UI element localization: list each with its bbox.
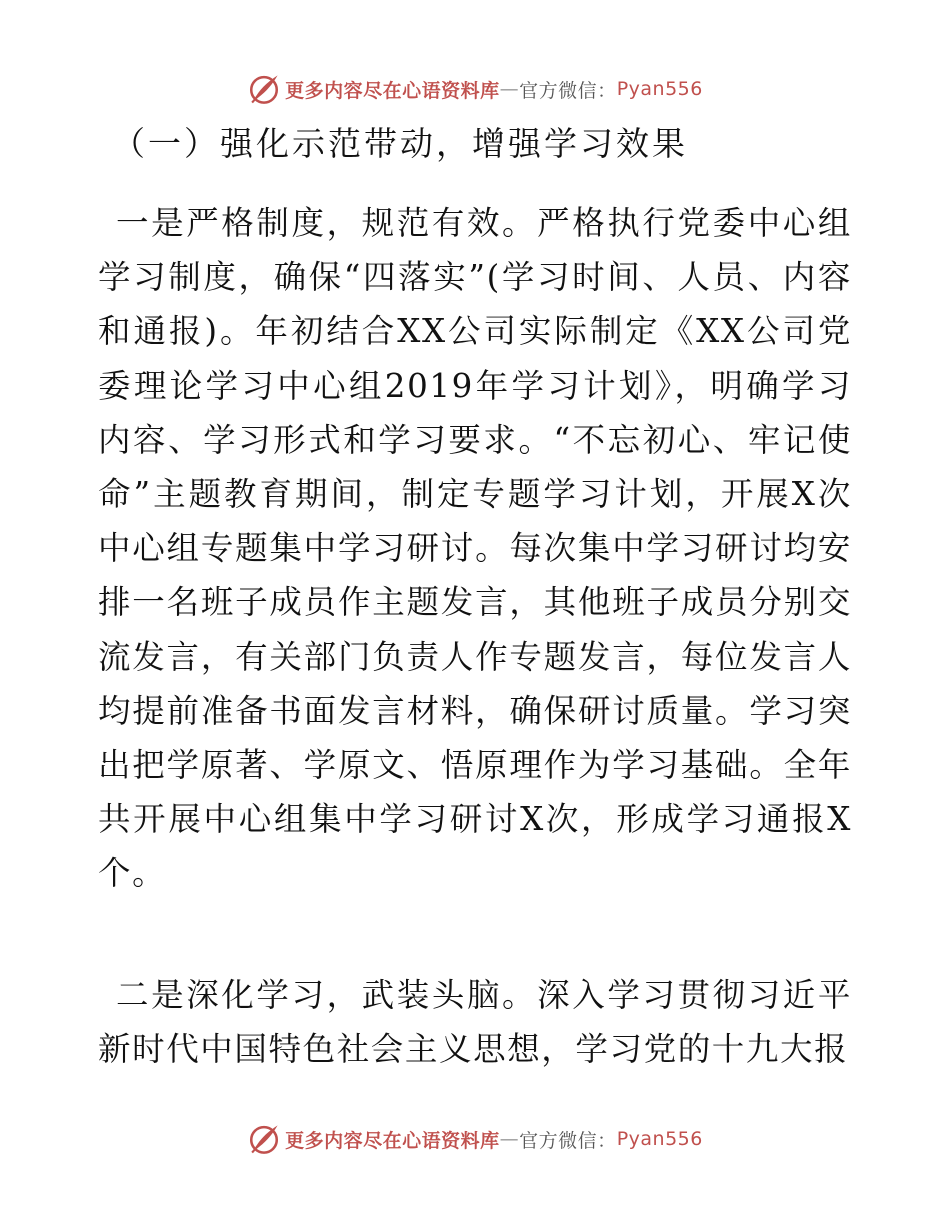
- watermark-separator: —: [499, 78, 520, 100]
- watermark-brand: 更多内容尽在心语资料库: [285, 79, 500, 102]
- watermark-separator: —: [499, 1128, 520, 1150]
- body-paragraph-2: 二是深化学习，武装头脑。深入学习贯彻习近平新时代中国特色社会主义思想，学习党的十九大报: [98, 976, 852, 1069]
- section-heading: （一）强化示范带动，增强学习效果: [112, 124, 688, 163]
- watermark-official: 官方微信：: [519, 79, 617, 102]
- watermark-brand: 更多内容尽在心语资料库: [285, 1129, 500, 1152]
- watermark-account: Pyan556: [616, 78, 703, 100]
- watermark-footer: [0, 1122, 950, 1156]
- watermark-official: 官方微信：: [519, 1129, 617, 1152]
- body-paragraph-1: 一是严格制度，规范有效。严格执行党委中心组学习制度，确保“四落实”(学习时间、人员、内容和通报)。年初结合XX公司实际制定《XX公司党委理论学习中心组2019年学习计划》，明确学习内容、学习形式和学习要求。“不忘初心、牢记使命”主题教育期间，制定专题学习计划，开展X次中心组专题集中学习研讨。每次集中学习研讨均安排一名班子成员作主题发言，其他班子成员分别交流发言，有关部门负责人作专题发言，每位发言人均提前准备书面发言材料，确保研讨质量。学习突出把学原著、学原文、悟原理作为学习基础。全年共开展中心组集中学习研讨X次，形成学习通报X个。: [98, 204, 852, 893]
- watermark-header: [0, 72, 950, 106]
- quill-pen-logo-icon: [247, 72, 281, 106]
- quill-pen-logo-icon: [247, 1122, 281, 1156]
- watermark-account: Pyan556: [616, 1128, 703, 1150]
